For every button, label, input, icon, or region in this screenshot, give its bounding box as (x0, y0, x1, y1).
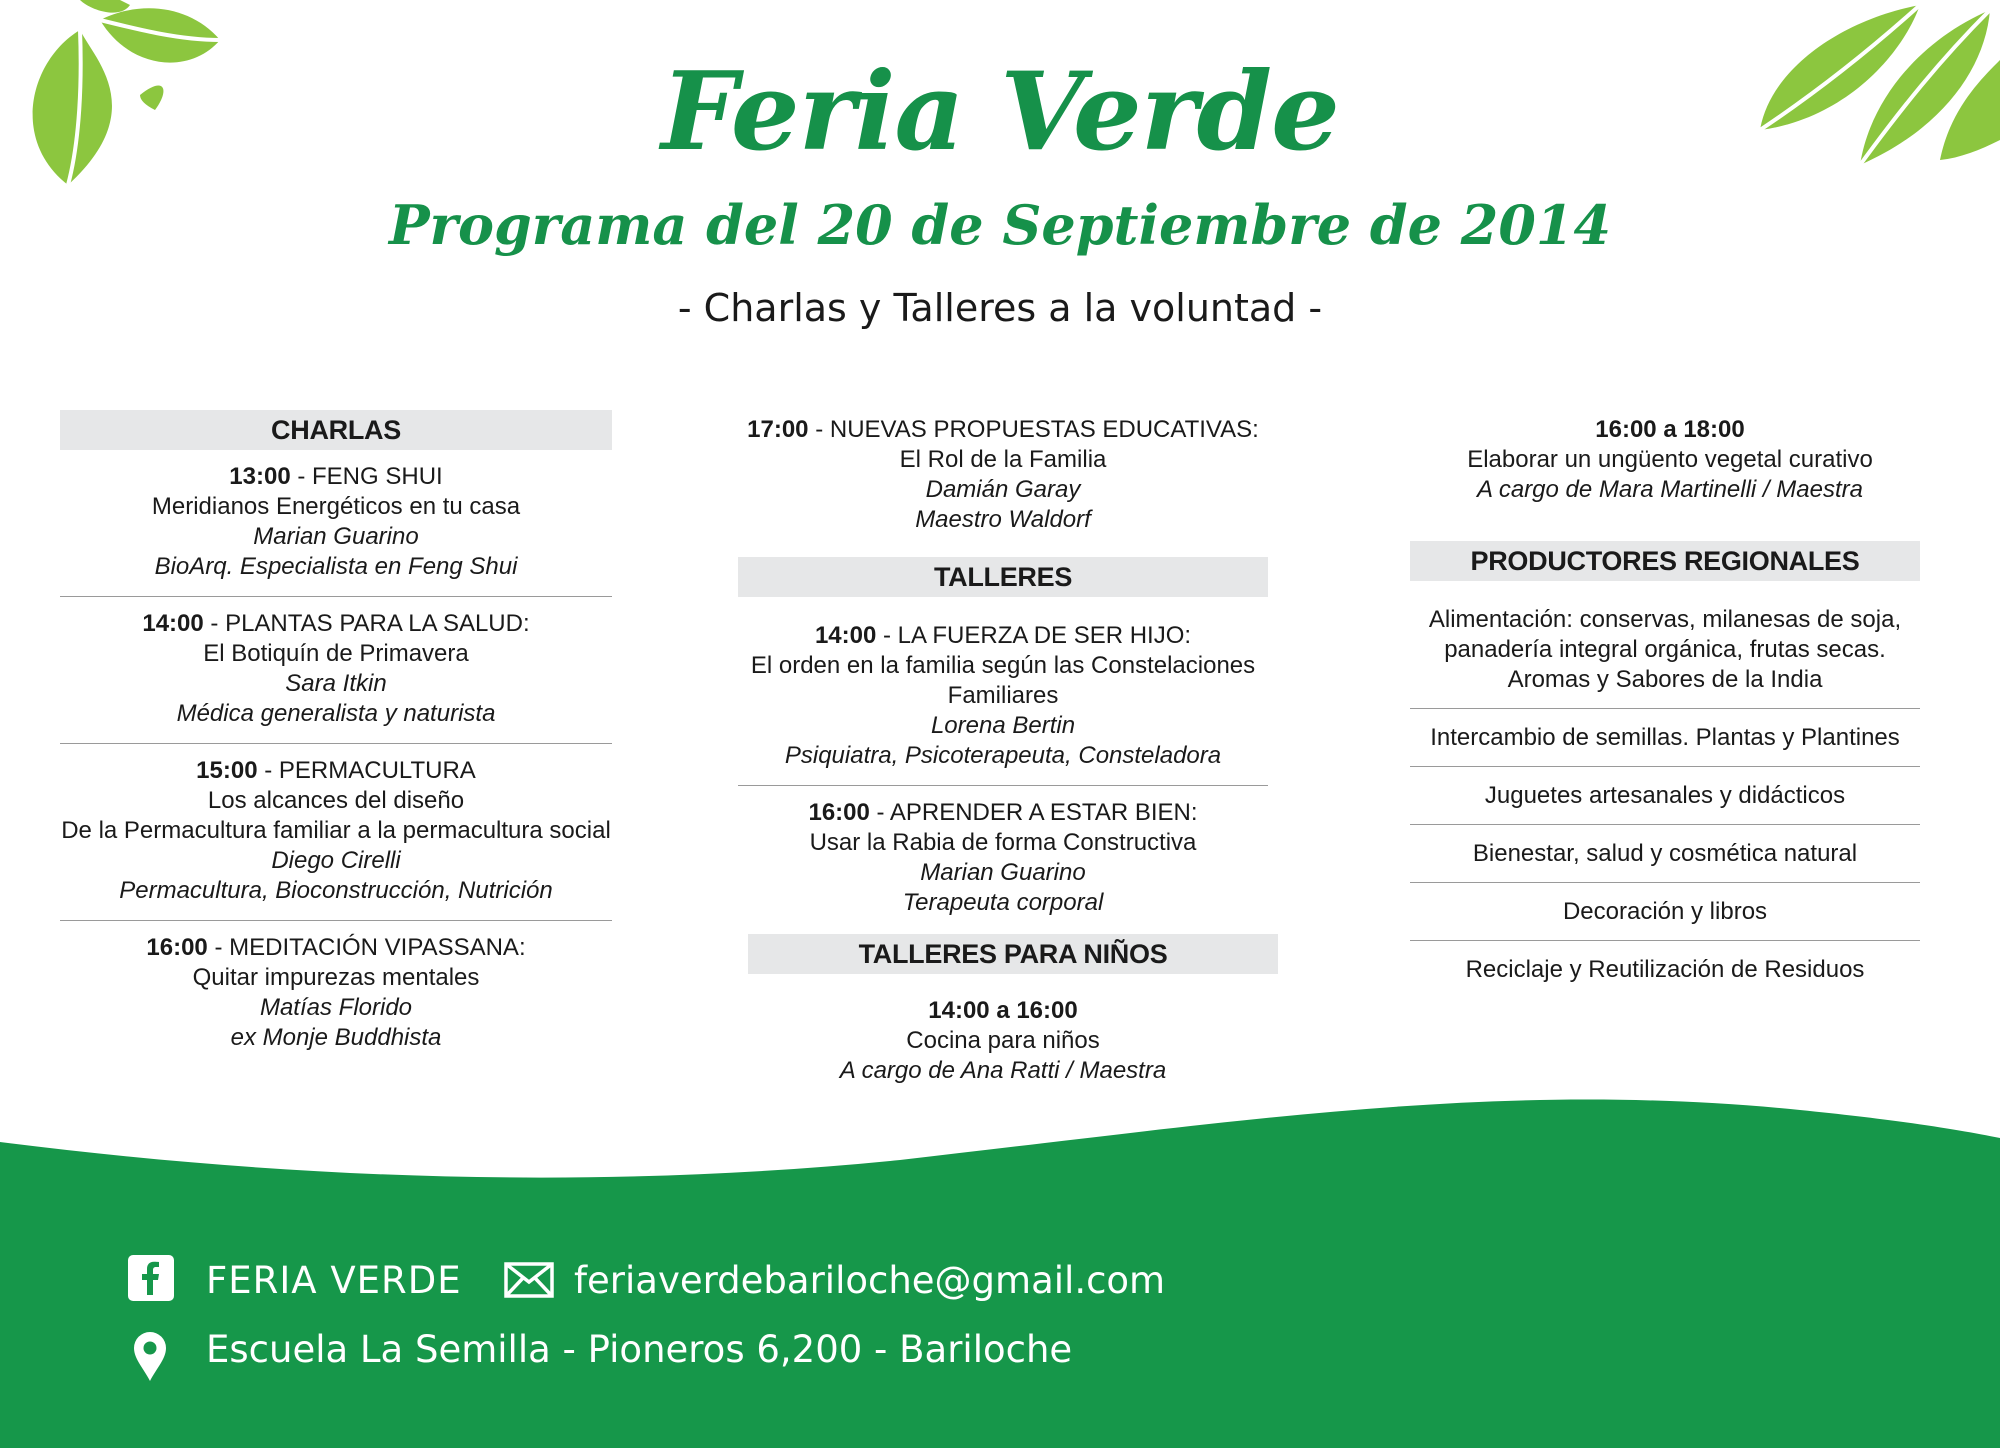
entry-by: A cargo de Ana Ratti / Maestra (839, 1057, 1167, 1084)
entry-description: De la Permacultura familiar a la permacultura social (61, 817, 611, 844)
entry-topic: - PLANTAS PARA LA SALUD: (203, 610, 530, 637)
page-title: Feria Verde (661, 49, 1339, 175)
charla-entry (60, 921, 612, 1067)
entry-description: Meridianos Energéticos en tu casa (151, 493, 521, 520)
entry-role: Médica generalista y naturista (176, 700, 496, 727)
entry-description: El orden en la familia según las Constelaciones Familiares (750, 652, 1256, 709)
talleres-heading: TALLERES (738, 557, 1268, 597)
charlas-heading: CHARLAS (60, 410, 612, 450)
entry-time: 16:00 (146, 934, 208, 961)
entry-topic: - FENG SHUI (290, 463, 443, 490)
list-item: Decoración y libros (1562, 898, 1768, 925)
email-link[interactable]: feriaverdebariloche@gmail.com (574, 1259, 1166, 1302)
facebook-link[interactable]: FERIA VERDE (206, 1259, 462, 1302)
tagline: - Charlas y Talleres a la voluntad - (677, 286, 1323, 330)
mail-icon (504, 1262, 554, 1298)
location-pin-icon (132, 1331, 168, 1381)
entry-description: Los alcances del diseño (207, 787, 465, 814)
entry-speaker: Marian Guarino (253, 523, 419, 550)
address: Escuela La Semilla - Pioneros 6,200 - Bariloche (206, 1328, 1073, 1371)
entry-time: 15:00 (196, 757, 258, 784)
entry-role: Maestro Waldorf (915, 506, 1091, 533)
entry-topic: - LA FUERZA DE SER HIJO: (876, 622, 1192, 649)
entry-description: Usar la Rabia de forma Constructiva (809, 829, 1197, 856)
entry-topic: - APRENDER A ESTAR BIEN: (869, 799, 1198, 826)
productores-list (1410, 591, 1920, 998)
list-item: Intercambio de semillas. Plantas y Plantines (1430, 724, 1900, 751)
facebook-icon (128, 1255, 174, 1301)
list-item: Juguetes artesanales y didácticos (1484, 782, 1846, 809)
talleres-column (698, 415, 1308, 1100)
list-item: Alimentación: conservas, milanesas de soja, panadería integral orgánica, frutas secas. Aromas y Sabores de la India (1428, 606, 1902, 693)
entry-time: 13:00 (229, 463, 291, 490)
entry-role: Permacultura, Bioconstrucción, Nutrición (119, 877, 553, 904)
charla-entry (60, 744, 612, 920)
list-item: Reciclaje y Reutilización de Residuos (1465, 956, 1865, 983)
entry-speaker: Damián Garay (925, 476, 1081, 503)
entry-description: El Rol de la Familia (899, 446, 1107, 473)
entry-time: 14:00 a 16:00 (928, 997, 1078, 1024)
entry-speaker: Marian Guarino (920, 859, 1086, 886)
entry-activity: Elaborar un ungüento vegetal curativo (1467, 446, 1873, 473)
entry-speaker: Diego Cirelli (271, 847, 401, 874)
entry-time: 16:00 (808, 799, 870, 826)
productores-column (1400, 415, 1940, 998)
entry-description: El Botiquín de Primavera (203, 640, 469, 667)
entry-role: Terapeuta corporal (902, 889, 1104, 916)
entry-topic: - PERMACULTURA (257, 757, 476, 784)
entry-role: Psiquiatra, Psicoterapeuta, Consteladora (784, 742, 1222, 769)
entry-speaker: Sara Itkin (285, 670, 387, 697)
charla-entry (698, 415, 1308, 549)
ninos-entry (698, 974, 1308, 1100)
entry-time: 16:00 a 18:00 (1595, 416, 1745, 443)
entry-by: A cargo de Mara Martinelli / Maestra (1477, 476, 1863, 503)
entry-topic: - MEDITACIÓN VIPASSANA: (207, 934, 526, 961)
entry-speaker: Lorena Bertin (930, 712, 1076, 739)
charla-entry (60, 450, 612, 596)
entry-time: 14:00 (142, 610, 204, 637)
charlas-column (60, 410, 612, 1067)
entry-description: Quitar impurezas mentales (192, 964, 480, 991)
entry-topic: - NUEVAS PROPUESTAS EDUCATIVAS: (808, 416, 1259, 443)
ninos-heading: TALLERES PARA NIÑOS (748, 934, 1278, 974)
entry-time: 17:00 (747, 416, 809, 443)
entry-role: ex Monje Buddhista (230, 1024, 442, 1051)
charla-entry (60, 597, 612, 743)
taller-entry (698, 597, 1308, 785)
list-item: Bienestar, salud y cosmética natural (1472, 840, 1858, 867)
entry-speaker: Matías Florido (259, 994, 413, 1021)
taller-entry (698, 786, 1308, 932)
productores-heading: PRODUCTORES REGIONALES (1410, 541, 1920, 581)
ninos-entry (1400, 415, 1940, 519)
entry-activity: Cocina para niños (906, 1027, 1100, 1054)
entry-role: BioArq. Especialista en Feng Shui (154, 553, 518, 580)
entry-time: 14:00 (814, 622, 877, 649)
page-subtitle: Programa del 20 de Septiembre de 2014 (388, 193, 1612, 257)
